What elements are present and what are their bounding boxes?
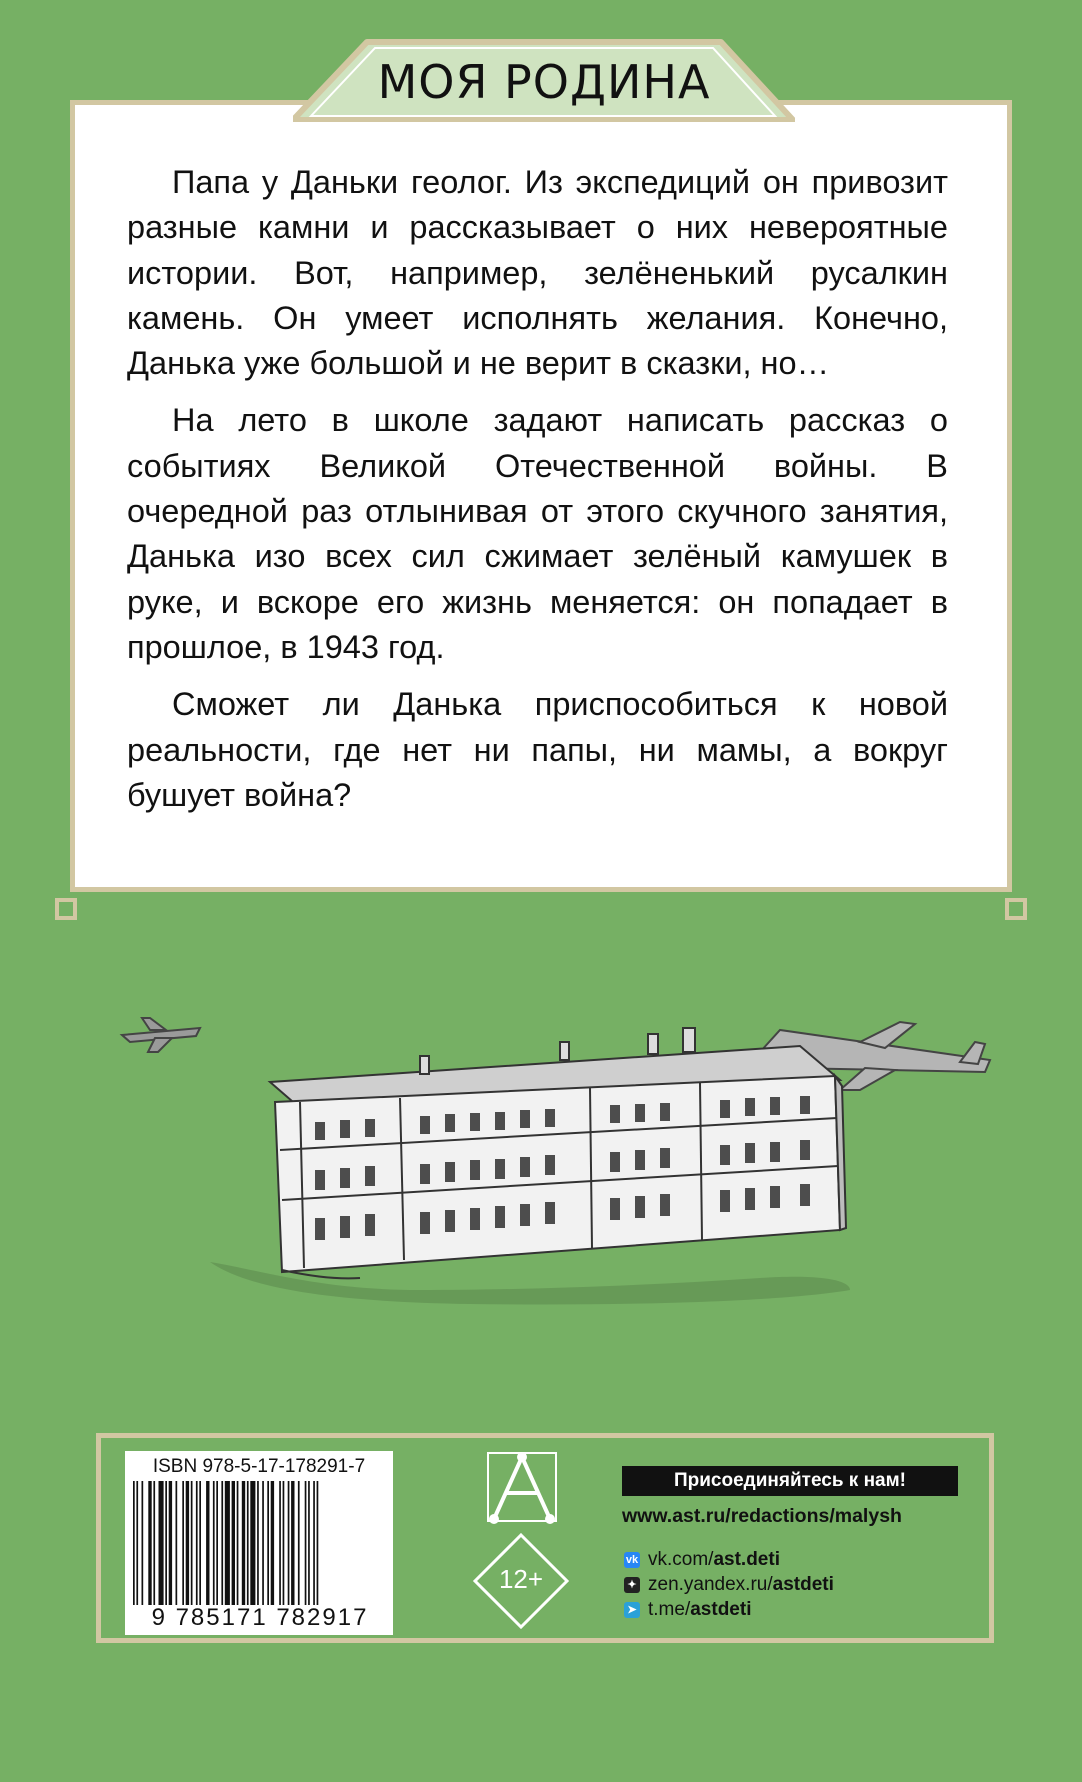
join-us-label: Присоединяйтесь к нам! <box>622 1466 958 1496</box>
social-link-prefix: vk.com/ <box>648 1548 714 1570</box>
social-link-zen[interactable] <box>624 1572 834 1597</box>
plane-icon <box>122 1018 200 1052</box>
age-rating-text: 12+ <box>498 1564 544 1594</box>
social-link-handle: astdeti <box>772 1573 834 1595</box>
zen-icon: ✦ <box>624 1577 640 1593</box>
annotation-paragraph-1: Папа у Даньки геолог. Из экспедиций он привозит разные камни и рассказывает о них невероятные истории. Вот, например, зелёненький русалкин камень. Он умеет исполнять желания. Конечно, Данька уже большой и не верит в сказки, но… <box>127 164 948 382</box>
telegram-icon: ➤ <box>624 1602 640 1618</box>
series-title: МОЯ РОДИНА <box>377 55 711 109</box>
frame-corner-right <box>1005 898 1027 920</box>
building <box>270 1028 846 1278</box>
publisher-site-link[interactable]: www.ast.ru/redactions/malysh <box>622 1505 902 1527</box>
social-link-telegram[interactable] <box>624 1597 834 1622</box>
vk-icon: vk <box>625 1553 639 1566</box>
annotation-paragraph-3: Сможет ли Данька приспособиться к новой реальности, где нет ни папы, ни мамы, а вокруг бушует война? <box>127 686 948 813</box>
social-links <box>624 1547 834 1622</box>
building-illustration <box>0 990 1082 1410</box>
frame-corner-left <box>55 898 77 920</box>
social-link-prefix: t.me/ <box>648 1598 691 1620</box>
barcode-digits: 9 785171 782917 <box>151 1604 369 1631</box>
isbn-text: ISBN 978-5-17-178291-7 <box>152 1456 366 1477</box>
social-link-handle: astdeti <box>690 1598 752 1620</box>
social-link-prefix: zen.yandex.ru/ <box>648 1573 773 1595</box>
annotation-text <box>127 160 948 830</box>
publisher-logo-icon <box>474 1447 570 1527</box>
annotation-paragraph-2: На лето в школе задают написать рассказ о событиях Великой Отечественной войны. В очередной раз отлынивая от этого скучного занятия, Данька изо всех сил сжимает зелёный камушек в руке, и вскоре его жизнь меняется: он попадает в прошлое, в 1943 год. <box>127 402 948 665</box>
barcode-icon <box>131 1481 389 1605</box>
social-link-vk[interactable] <box>624 1547 834 1572</box>
social-link-handle: ast.deti <box>713 1548 780 1570</box>
